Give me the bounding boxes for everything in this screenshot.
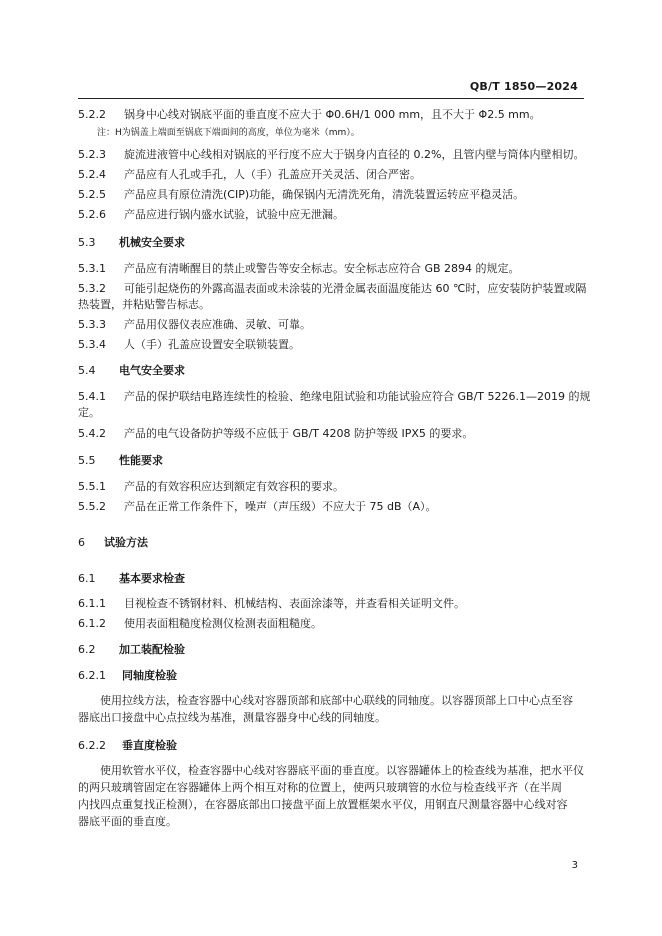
clause-5-4-1-continued: 定。 (78, 406, 100, 419)
clause-text: 目视检查不锈钢材料、机械结构、表面涂漆等，并查看相关证明文件。 (124, 597, 465, 610)
clause-number: 6.1.2 (78, 617, 106, 630)
clause-number: 5.3.1 (78, 262, 106, 275)
header-rule (78, 98, 584, 99)
clause-5-2-4 (78, 168, 421, 182)
chapter-title: 试验方法 (104, 536, 148, 549)
section-number: 6.2 (78, 643, 96, 656)
clause-number: 5.3.3 (78, 318, 106, 331)
section-title: 基本要求检查 (119, 572, 185, 585)
clause-5-5-1 (78, 480, 344, 494)
clause-number: 5.2.3 (78, 148, 106, 161)
section-5-3-heading (78, 236, 185, 250)
paragraph-line: 器底出口接盘中心点拉线为基准，测量容器身中心线的同轴度。 (78, 711, 386, 724)
section-5-5-heading (78, 454, 163, 468)
clause-5-2-3 (78, 148, 584, 162)
clause-text: 产品的有效容积应达到额定有效容积的要求。 (124, 480, 344, 493)
subsection-title: 垂直度检验 (122, 739, 177, 752)
paragraph-line: 使用软管水平仪，检查容器中心线对容器底平面的垂直度。以容器罐体上的检查线为基准，把水平仪 (100, 764, 584, 777)
clause-number: 6.1.1 (78, 597, 106, 610)
subsection-6-2-2-heading (78, 739, 177, 753)
section-number: 6.1 (78, 572, 96, 585)
clause-5-2-2 (78, 108, 541, 122)
clause-6-1-1 (78, 597, 465, 611)
subsection-number: 6.2.2 (78, 739, 106, 752)
section-title: 电气安全要求 (119, 364, 185, 377)
paragraph-line: 器底平面的垂直度。 (78, 815, 177, 828)
paragraph-line: 的两只玻璃管固定在容器罐体上两个相互对称的位置上，使两只玻璃管的水位与检查线平齐（在半周 (78, 781, 562, 794)
clause-5-4-2 (78, 427, 473, 441)
section-5-4-heading (78, 364, 185, 378)
clause-5-3-3 (78, 318, 311, 332)
clause-text: 产品的保护联结电路连续性的检验、绝缘电阻试验和功能试验应符合 GB/T 5226.1—2019 的规 (124, 390, 591, 403)
clause-number: 5.2.4 (78, 168, 106, 181)
clause-text: 产品应进行锅内盛水试验，试验中应无泄漏。 (124, 208, 344, 221)
section-title: 加工装配检验 (119, 643, 185, 656)
clause-number: 5.2.2 (78, 108, 106, 121)
section-6-2-heading (78, 643, 185, 657)
section-title: 机械安全要求 (119, 236, 185, 249)
chapter-number: 6 (78, 536, 85, 549)
subsection-6-2-1-heading (78, 669, 177, 683)
clause-5-2-6 (78, 208, 344, 222)
clause-number: 5.5.1 (78, 480, 106, 493)
clause-5-3-4 (78, 338, 300, 352)
section-number: 5.3 (78, 236, 96, 249)
clause-6-1-2 (78, 617, 322, 631)
clause-5-3-2-continued: 热装置，并粘贴警告标志。 (78, 298, 210, 311)
clause-5-3-2 (78, 282, 586, 296)
clause-text: 产品的电气设备防护等级不应低于 GB/T 4208 防护等级 IPX5 的要求。 (124, 427, 474, 440)
clause-text: 锅身中心线对锅底平面的垂直度不应大于 Φ0.6H/1 000 mm，且不大于 Φ2.5 mm。 (124, 108, 541, 121)
standard-code-header: QB/T 1850—2024 (469, 80, 578, 93)
clause-text: 产品应有人孔或手孔，人（手）孔盖应开关灵活、闭合严密。 (124, 168, 421, 181)
clause-number: 5.2.5 (78, 188, 106, 201)
clause-5-5-2 (78, 500, 437, 514)
section-6-1-heading (78, 572, 185, 586)
clause-text: 旋流进液管中心线相对锅底的平行度不应大于锅身内直径的 0.2%，且管内壁与筒体内壁相切。 (124, 148, 585, 161)
page-number: 3 (571, 860, 578, 871)
clause-text: 人（手）孔盖应设置安全联锁装置。 (124, 338, 300, 351)
section-number: 5.5 (78, 454, 96, 467)
clause-number: 5.2.6 (78, 208, 106, 221)
clause-number: 5.4.1 (78, 390, 106, 403)
chapter-6-heading (78, 536, 148, 550)
clause-number: 5.3.2 (78, 282, 106, 295)
section-number: 5.4 (78, 364, 96, 377)
clause-text: 产品应有清晰醒目的禁止或警告等安全标志。安全标志应符合 GB 2894 的规定。 (124, 262, 520, 275)
subsection-title: 同轴度检验 (122, 669, 177, 682)
clause-number: 5.3.4 (78, 338, 106, 351)
clause-number: 5.4.2 (78, 427, 106, 440)
paragraph-line: 使用拉线方法，检查容器中心线对容器顶部和底部中心联线的同轴度。以容器顶部上口中心点至容 (100, 694, 573, 707)
clause-text: 产品在正常工作条件下，噪声（声压级）不应大于 75 dB（A）。 (124, 500, 437, 513)
clause-text: 产品应具有原位清洗(CIP)功能，确保锅内无清洗死角，清洗装置运转应平稳灵活。 (124, 188, 525, 201)
clause-5-3-1 (78, 262, 520, 276)
subsection-number: 6.2.1 (78, 669, 106, 682)
clause-text: 可能引起烧伤的外露高温表面或未涂装的光滑金属表面温度能达 60 ℃时，应安装防护装置或隔 (124, 282, 587, 295)
clause-number: 5.5.2 (78, 500, 106, 513)
clause-5-2-5 (78, 188, 524, 202)
clause-text: 使用表面粗糙度检测仪检测表面粗糙度。 (124, 617, 322, 630)
paragraph-line: 内找四点重复找正检测），在容器底部出口接盘平面上放置框架水平仪，用钢直尺测量容器中心线对容 (78, 798, 568, 811)
clause-text: 产品用仪器仪表应准确、灵敏、可靠。 (124, 318, 311, 331)
note: 注：H为锅盖上端面至锅底下端面间的高度，单位为毫米（mm）。 (97, 128, 360, 138)
section-title: 性能要求 (119, 454, 163, 467)
clause-5-4-1 (78, 390, 590, 404)
